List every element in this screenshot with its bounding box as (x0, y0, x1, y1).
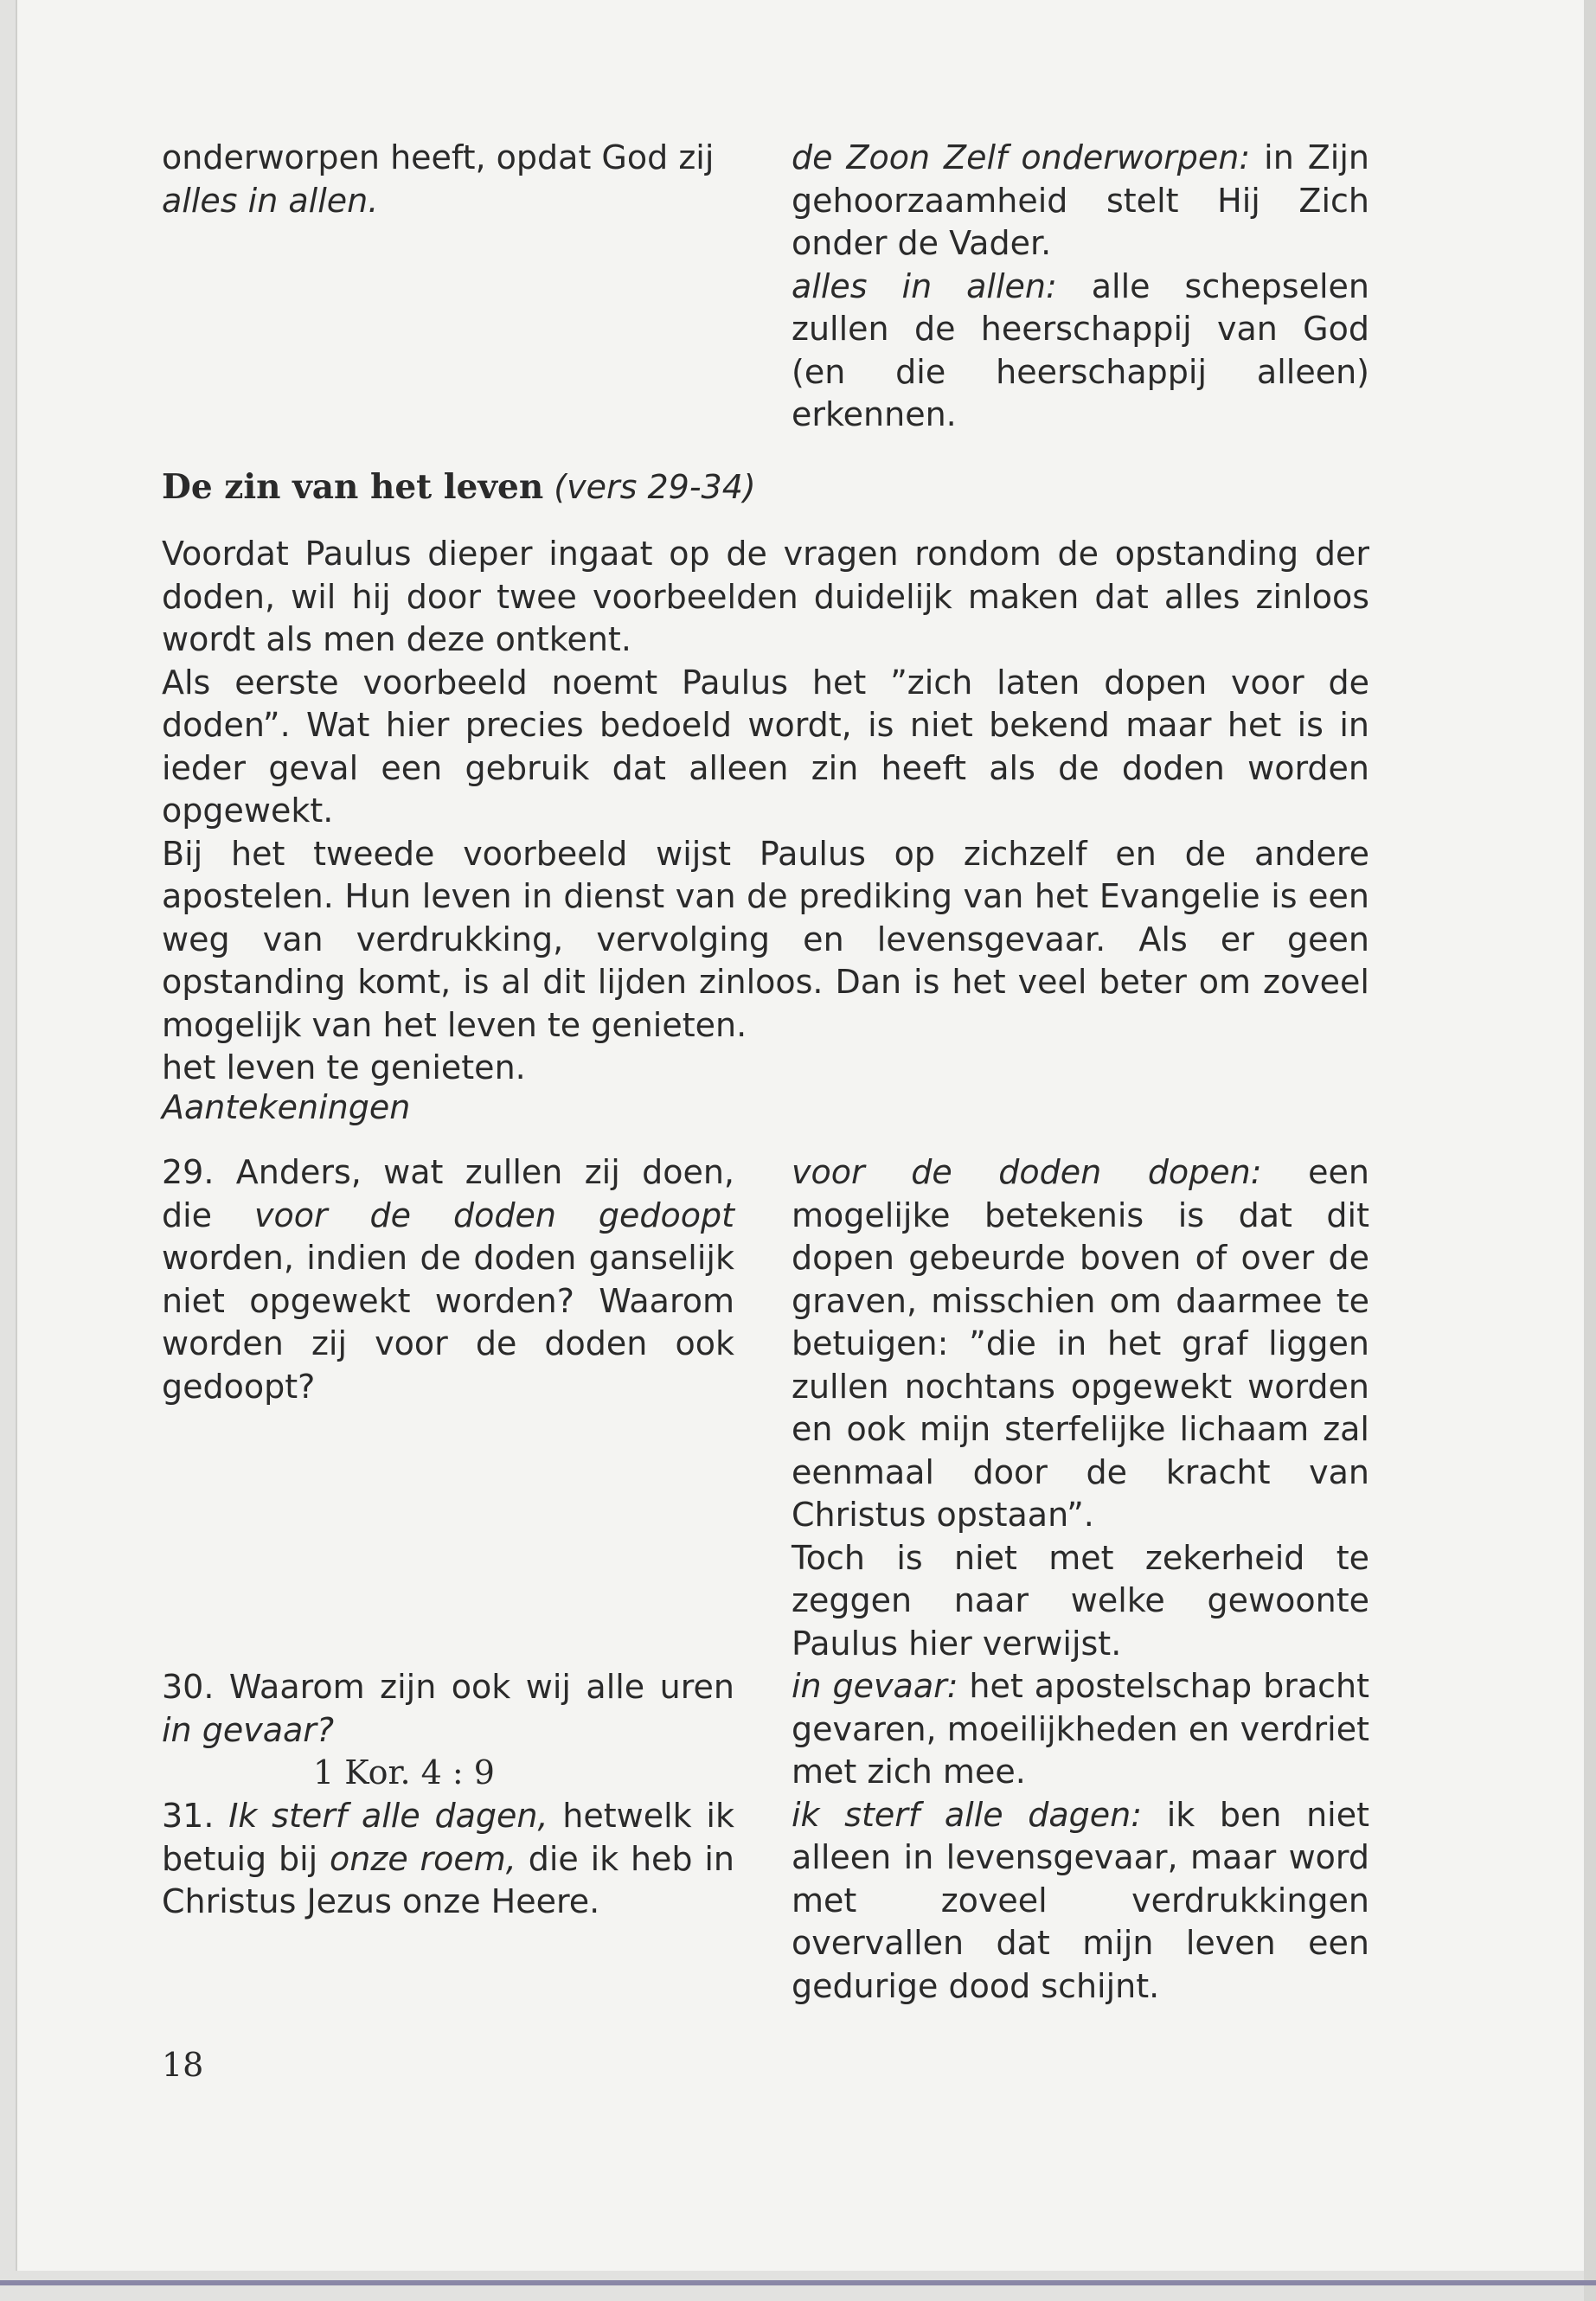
note-zoon: de Zoon Zelf onderworpen: in Zijn gehoorzaamheid stelt Hij Zich onder de Vader. (792, 138, 1370, 262)
page-edge-right (1584, 0, 1596, 2301)
verse-31: 31. Ik sterf alle dagen, hetwelk ik betuig bij onze roem, die ik heb in Christus Jezus onze Heere. (162, 1797, 734, 1920)
top-left-verse (162, 137, 734, 222)
note-toch: Toch is niet met zekerheid te zeggen naar welke gewoonte Paulus hier verwijst. (792, 1538, 1369, 1663)
note-in-gevaar: in gevaar: het apostelschap bracht gevaren, moeilijkheden en verdriet met zich mee. (792, 1667, 1369, 1791)
body-paragraph-4: het leven te genieten. (162, 1048, 526, 1086)
top-left-line2: alles in allen. (162, 181, 379, 220)
section-title: De zin van het leven (162, 467, 544, 507)
notes-heading-block (162, 1086, 734, 1130)
notes-heading: Aantekeningen (162, 1088, 411, 1126)
verse-29: 29. Anders, wat zullen zij doen, die voor de doden gedoopt worden, indien de doden ganselijk niet opgewekt worden? Waarom worden zij voor de doden ook gedoopt? (162, 1153, 734, 1406)
body-paragraph-1: Voordat Paulus dieper ingaat op de vragen rondom de opstanding der doden, wil hij door twee voorbeelden duidelijk maken dat alles zinloos wordt als men deze ontkent. (162, 535, 1369, 658)
top-left-line1: onderworpen heeft, opdat God zij (162, 138, 715, 176)
verse-30-reference: 1 Kor. 4 : 9 (313, 1753, 495, 1791)
section-verses: (vers 29-34) (554, 468, 756, 506)
page-edge-bottom (0, 2280, 1596, 2285)
note-ik-sterf: ik sterf alle dagen: ik ben niet alleen in levensgevaar, maar word met zoveel verdrukkingen overvallen dat mijn leven een gedurige dood schijnt. (792, 1795, 1369, 2005)
verse-30: 30. Waarom zijn ook wij alle uren in gevaar? 1 Kor. 4 : 9 (162, 1666, 734, 1795)
top-right-notes (792, 137, 1369, 437)
body-text (162, 533, 1369, 1090)
body-paragraph-2: Als eerste voorbeeld noemt Paulus het ”zich laten dopen voor de doden”. Wat hier precies bedoeld wordt, is niet bekend maar het is in ieder geval een gebruik dat alleen zin heeft als de doden worden opgewekt. (162, 663, 1369, 830)
right-notes (792, 1151, 1369, 2008)
page-number: 18 (162, 2046, 204, 2084)
body-paragraph-3: Bij het tweede voorbeeld wijst Paulus op zichzelf en de andere apostelen. Hun leven in dienst van de prediking van het Evangelie is een weg van verdrukking, vervolging en levensgevaar. Als er geen opstanding komt, is al dit lijden zinloos. Dan is het veel beter om zoveel mogelijk van het leven te genieten. (162, 834, 1369, 1044)
section-heading (162, 467, 756, 507)
note-alles: alles in allen: alle schepselen zullen de heerschappij van God (en die heerschappij alleen) erkennen. (792, 266, 1369, 433)
note-doden-dopen: voor de doden dopen: een mogelijke betekenis is dat dit dopen gebeurde boven of over de graven, misschien om daarmee te betuigen: ”die in het graf liggen zullen nochtans opgewekt worden en ook mijn sterfelijke lichaam zal eenmaal door de kracht van Christus opstaan”. (792, 1153, 1370, 1534)
